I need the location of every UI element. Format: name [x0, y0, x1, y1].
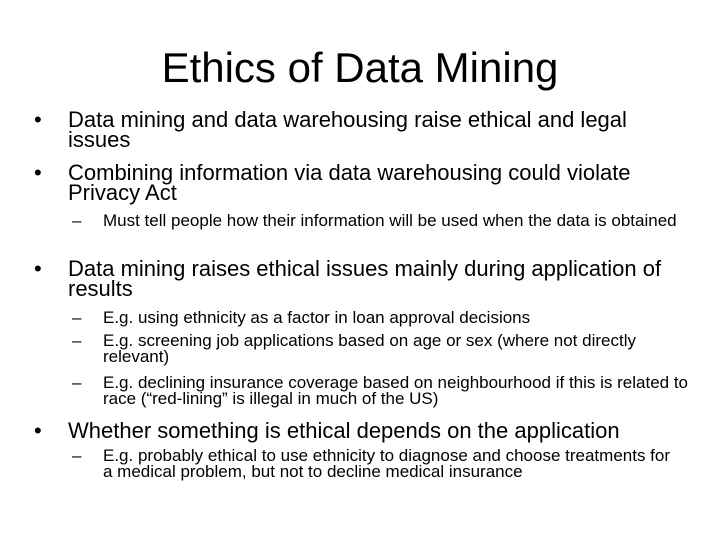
- sub-bullet-item: [72, 448, 672, 480]
- dash-symbol: –: [72, 446, 82, 465]
- sub-bullet-text: E.g. probably ethical to use ethnicity to diagnose and choose treatments for a medical problem, but not to decline medical insurance: [103, 446, 671, 481]
- bullet-symbol: •: [34, 418, 42, 443]
- sub-bullet-item: [72, 375, 692, 407]
- bullet-text: Combining information via data warehousing could violate Privacy Act: [68, 160, 631, 205]
- bullet-item: [34, 107, 694, 152]
- sub-bullet-text: E.g. declining insurance coverage based on neighbourhood if this is related to race (“red-lining” is illegal in much of the US): [103, 373, 688, 408]
- bullet-text: Whether something is ethical depends on the application: [68, 418, 620, 443]
- dash-symbol: –: [72, 373, 82, 392]
- sub-bullet-item: [72, 310, 672, 326]
- bullet-symbol: •: [34, 160, 42, 185]
- dash-symbol: –: [72, 331, 82, 350]
- sub-bullet-item: [72, 333, 672, 365]
- bullet-item: [34, 160, 694, 205]
- bullet-text: Data mining raises ethical issues mainly during application of results: [68, 256, 662, 301]
- sub-bullet-text: E.g. screening job applications based on age or sex (where not directly relevant): [103, 331, 636, 366]
- dash-symbol: –: [72, 211, 82, 230]
- sub-bullet-text: E.g. using ethnicity as a factor in loan approval decisions: [103, 308, 531, 327]
- bullet-text: Data mining and data warehousing raise ethical and legal issues: [68, 107, 627, 152]
- sub-bullet-item: [72, 213, 702, 229]
- sub-bullet-text: Must tell people how their information will be used when the data is obtained: [103, 211, 677, 230]
- bullet-item: [34, 418, 714, 443]
- dash-symbol: –: [72, 308, 82, 327]
- bullet-symbol: •: [34, 107, 42, 132]
- slide-title: Ethics of Data Mining: [161, 44, 559, 91]
- bullet-symbol: •: [34, 256, 42, 281]
- bullet-item: [34, 256, 694, 301]
